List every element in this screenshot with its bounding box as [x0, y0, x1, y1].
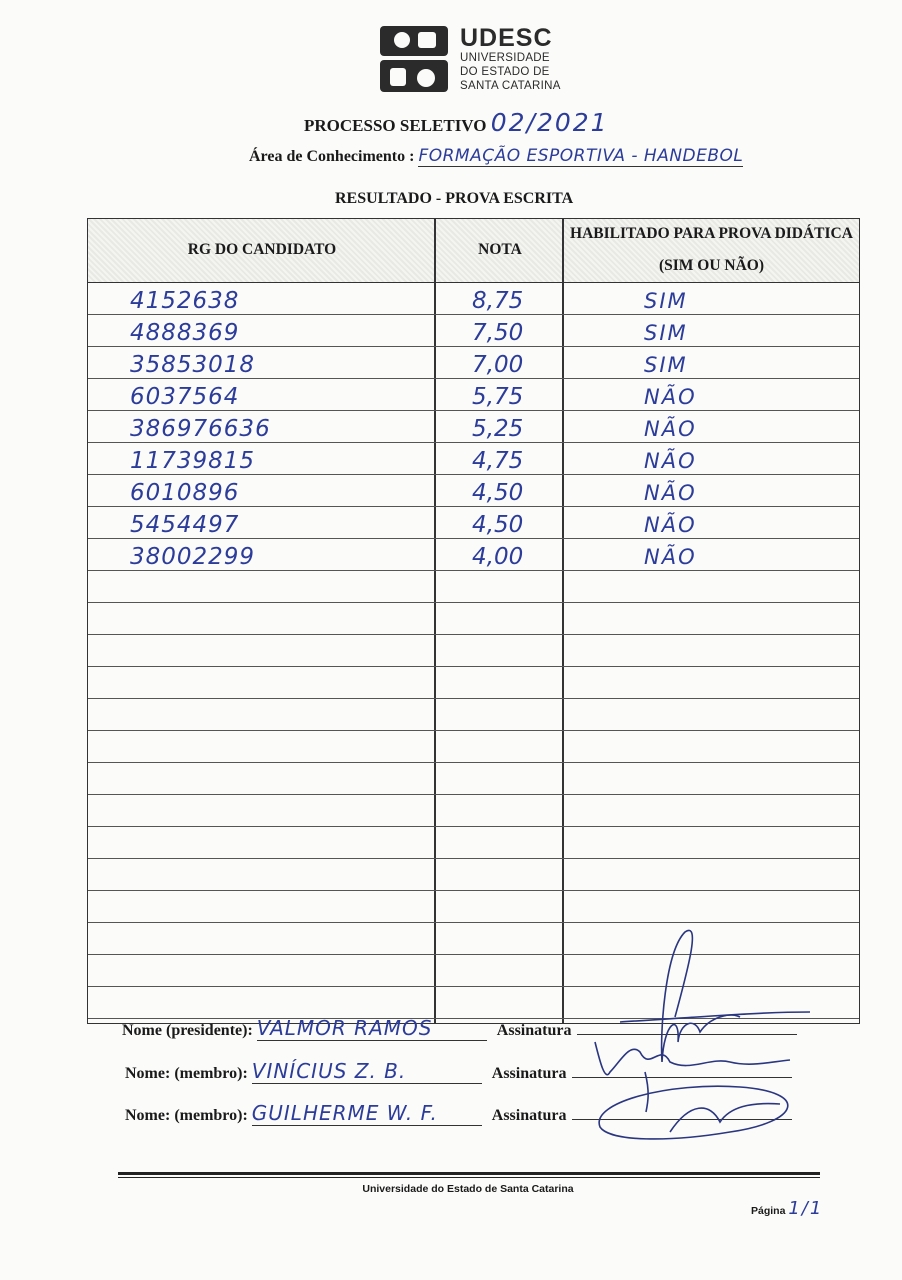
cell-rg: 35853018 [130, 352, 256, 378]
column-header-nota: NOTA [478, 241, 522, 258]
table-row [88, 603, 859, 635]
table-row [88, 891, 859, 923]
cell-nota: 8,75 [472, 288, 524, 314]
table-row [88, 507, 859, 539]
table-row [88, 699, 859, 731]
area-value: FORMAÇÃO ESPORTIVA - HANDEBOL [418, 146, 744, 166]
logo-subtitle-line: DO ESTADO DE [460, 66, 550, 78]
processo-value: 02/2021 [490, 108, 609, 137]
cell-nota: 4,50 [472, 512, 524, 538]
table-row [88, 795, 859, 827]
cell-habilitado: NÃO [644, 513, 697, 537]
table-row [88, 827, 859, 859]
table-row [88, 731, 859, 763]
table-row [88, 859, 859, 891]
logo-subtitle-line: SANTA CATARINA [460, 80, 561, 92]
cell-habilitado: NÃO [644, 417, 697, 441]
table-row [88, 379, 859, 411]
table-row [88, 443, 859, 475]
cell-nota: 7,00 [472, 352, 524, 378]
table-row [88, 667, 859, 699]
cell-rg: 6010896 [130, 480, 240, 506]
cell-rg: 4888369 [130, 320, 240, 346]
cell-habilitado: SIM [644, 289, 688, 313]
table-row [88, 635, 859, 667]
cell-rg: 386976636 [130, 416, 271, 442]
logo-name: UDESC [460, 24, 553, 52]
table-row [88, 763, 859, 795]
page-number [751, 1198, 823, 1219]
cell-rg: 5454497 [130, 512, 240, 538]
page-label: Página [751, 1205, 786, 1217]
result-title: RESULTADO - PROVA ESCRITA [335, 190, 574, 207]
table-row [88, 347, 859, 379]
table-row [88, 315, 859, 347]
cell-nota: 5,75 [472, 384, 524, 410]
cell-nota: 4,75 [472, 448, 524, 474]
cell-habilitado: NÃO [644, 545, 697, 569]
committee-label: Nome: (membro): [125, 1065, 248, 1082]
table-row [88, 539, 859, 571]
cell-nota: 4,00 [472, 544, 524, 570]
area-conhecimento [249, 146, 743, 166]
signature-label: Assinatura [491, 1107, 567, 1124]
cell-habilitado: SIM [644, 353, 688, 377]
footer-rule [118, 1177, 820, 1178]
signature-label: Assinatura [496, 1022, 572, 1039]
table-header [88, 219, 859, 283]
cell-nota: 7,50 [472, 320, 524, 346]
cell-rg: 11739815 [130, 448, 256, 474]
cell-rg: 38002299 [130, 544, 256, 570]
area-label: Área de Conhecimento : [249, 148, 415, 165]
committee-label: Nome (presidente): [122, 1022, 253, 1039]
cell-habilitado: NÃO [644, 449, 697, 473]
table-row [88, 475, 859, 507]
cell-habilitado: NÃO [644, 385, 697, 409]
footer-rule [118, 1172, 820, 1175]
cell-nota: 4,50 [472, 480, 524, 506]
handwritten-signatures [580, 922, 820, 1152]
committee-name: GUILHERME W. F. [252, 1101, 482, 1126]
committee-name: VINÍCIUS Z. B. [252, 1059, 482, 1084]
cell-rg: 6037564 [130, 384, 240, 410]
column-header-habilitado: HABILITADO PARA PROVA DIDÁTICA (SIM OU NÃO) [570, 225, 853, 274]
cell-habilitado: SIM [644, 321, 688, 345]
results-table [87, 218, 860, 1024]
table-row [88, 283, 859, 315]
cell-habilitado: NÃO [644, 481, 697, 505]
cell-rg: 4152638 [130, 288, 240, 314]
signature-label: Assinatura [491, 1065, 567, 1082]
cell-nota: 5,25 [472, 416, 524, 442]
committee-name: VALMOR RAMOS [257, 1016, 487, 1041]
page-value: 1/1 [788, 1198, 824, 1219]
logo-subtitle [460, 51, 561, 93]
table-row [88, 411, 859, 443]
processo-seletivo [304, 108, 609, 137]
column-header-rg: RG DO CANDIDATO [187, 241, 337, 258]
table-row [88, 571, 859, 603]
processo-label: PROCESSO SELETIVO [304, 116, 487, 135]
udesc-logo-icon [380, 26, 448, 92]
footer-institution: Universidade do Estado de Santa Catarina [362, 1183, 574, 1195]
logo-subtitle-line: UNIVERSIDADE [460, 52, 550, 64]
udesc-logo [380, 26, 580, 94]
committee-label: Nome: (membro): [125, 1107, 248, 1124]
